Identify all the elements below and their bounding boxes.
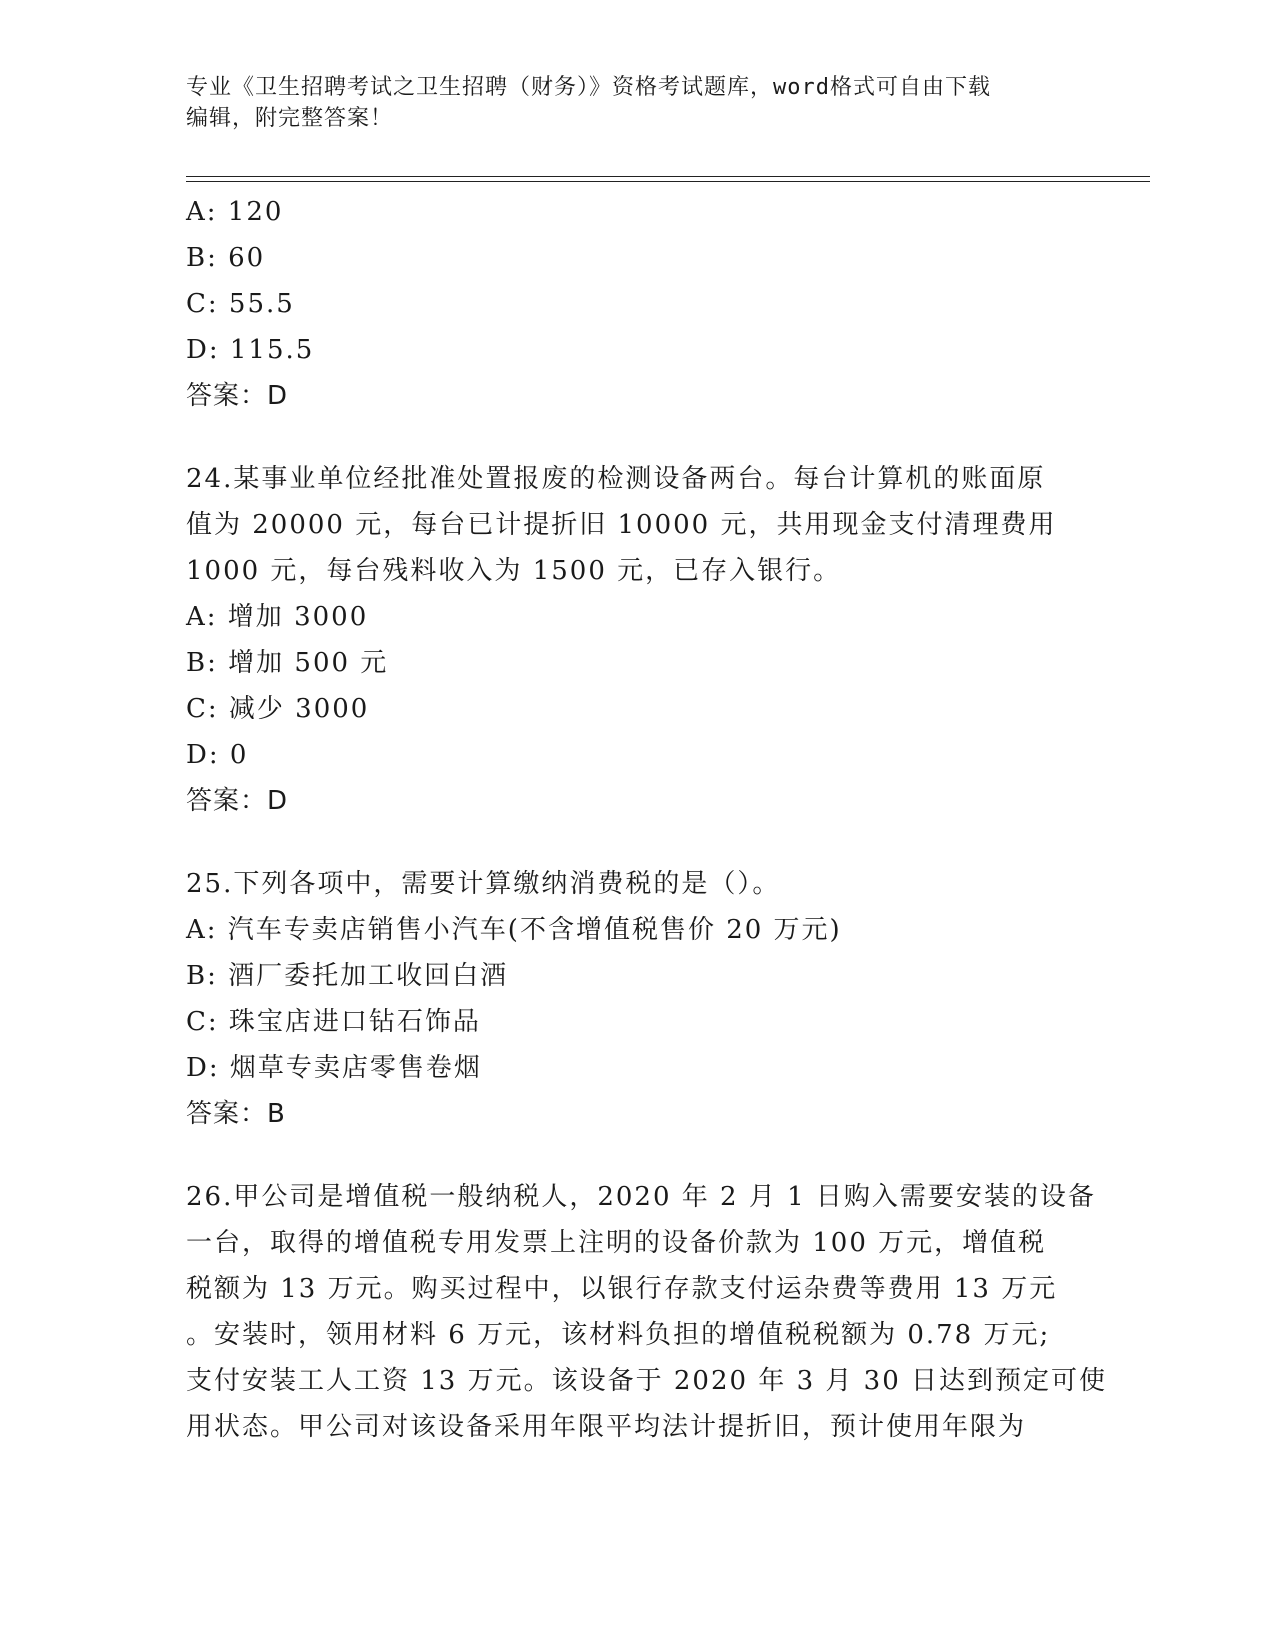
question-25 bbox=[186, 861, 1086, 1137]
question-23 bbox=[186, 189, 1086, 419]
question-stem-line: 税额为 13 万元。购买过程中，以银行存款支付运杂费等费用 13 万元 bbox=[186, 1274, 1058, 1304]
document-header bbox=[186, 72, 1066, 134]
option-a: A: 增加 3000 bbox=[186, 602, 369, 632]
option-b: B: 增加 500 元 bbox=[186, 648, 389, 678]
question-stem-line: 26.甲公司是增值税一般纳税人，2020 年 2 月 1 日购入需要安装的设备 bbox=[186, 1182, 1096, 1212]
answer: 答案：B bbox=[186, 1099, 286, 1129]
option-a: A: 120 bbox=[186, 197, 284, 227]
question-stem-line: 1000 元，每台残料收入为 1500 元，已存入银行。 bbox=[186, 556, 842, 586]
option-d: D: 115.5 bbox=[186, 335, 315, 365]
question-stem-line: 支付安装工人工资 13 万元。该设备于 2020 年 3 月 30 日达到预定可使 bbox=[186, 1366, 1107, 1396]
option-d: D: 烟草专卖店零售卷烟 bbox=[186, 1053, 482, 1083]
question-stem-line: 24.某事业单位经批准处置报废的检测设备两台。每台计算机的账面原 bbox=[186, 464, 1046, 494]
question-stem-line: 一台，取得的增值税专用发票上注明的设备价款为 100 万元，增值税 bbox=[186, 1228, 1047, 1258]
option-b: B: 酒厂委托加工收回白酒 bbox=[186, 961, 509, 991]
answer: 答案：D bbox=[186, 786, 289, 816]
question-stem-line: 。安装时，领用材料 6 万元，该材料负担的增值税税额为 0.78 万元; bbox=[186, 1320, 1051, 1350]
header-line-2: 编辑，附完整答案！ bbox=[186, 106, 394, 131]
option-b: B: 60 bbox=[186, 243, 266, 273]
option-a: A: 汽车专卖店销售小汽车(不含增值税售价 20 万元) bbox=[186, 915, 842, 945]
question-24 bbox=[186, 456, 1086, 824]
question-content bbox=[186, 189, 1107, 1450]
option-c: C: 珠宝店进口钻石饰品 bbox=[186, 1007, 481, 1037]
option-c: C: 减少 3000 bbox=[186, 694, 370, 724]
header-rule-bottom bbox=[186, 181, 1150, 182]
question-26 bbox=[186, 1174, 1107, 1450]
question-stem-line: 值为 20000 元，每台已计提折旧 10000 元，共用现金支付清理费用 bbox=[186, 510, 1057, 540]
header-line-1: 专业《卫生招聘考试之卫生招聘（财务）》资格考试题库，word格式可自由下载 bbox=[186, 75, 991, 100]
answer: 答案：D bbox=[186, 381, 289, 411]
header-rule-top bbox=[186, 176, 1150, 177]
question-stem-line: 25.下列各项中，需要计算缴纳消费税的是（）。 bbox=[186, 869, 781, 899]
option-d: D: 0 bbox=[186, 740, 249, 770]
option-c: C: 55.5 bbox=[186, 289, 295, 319]
question-stem-line: 用状态。甲公司对该设备采用年限平均法计提折旧，预计使用年限为 bbox=[186, 1412, 1027, 1442]
